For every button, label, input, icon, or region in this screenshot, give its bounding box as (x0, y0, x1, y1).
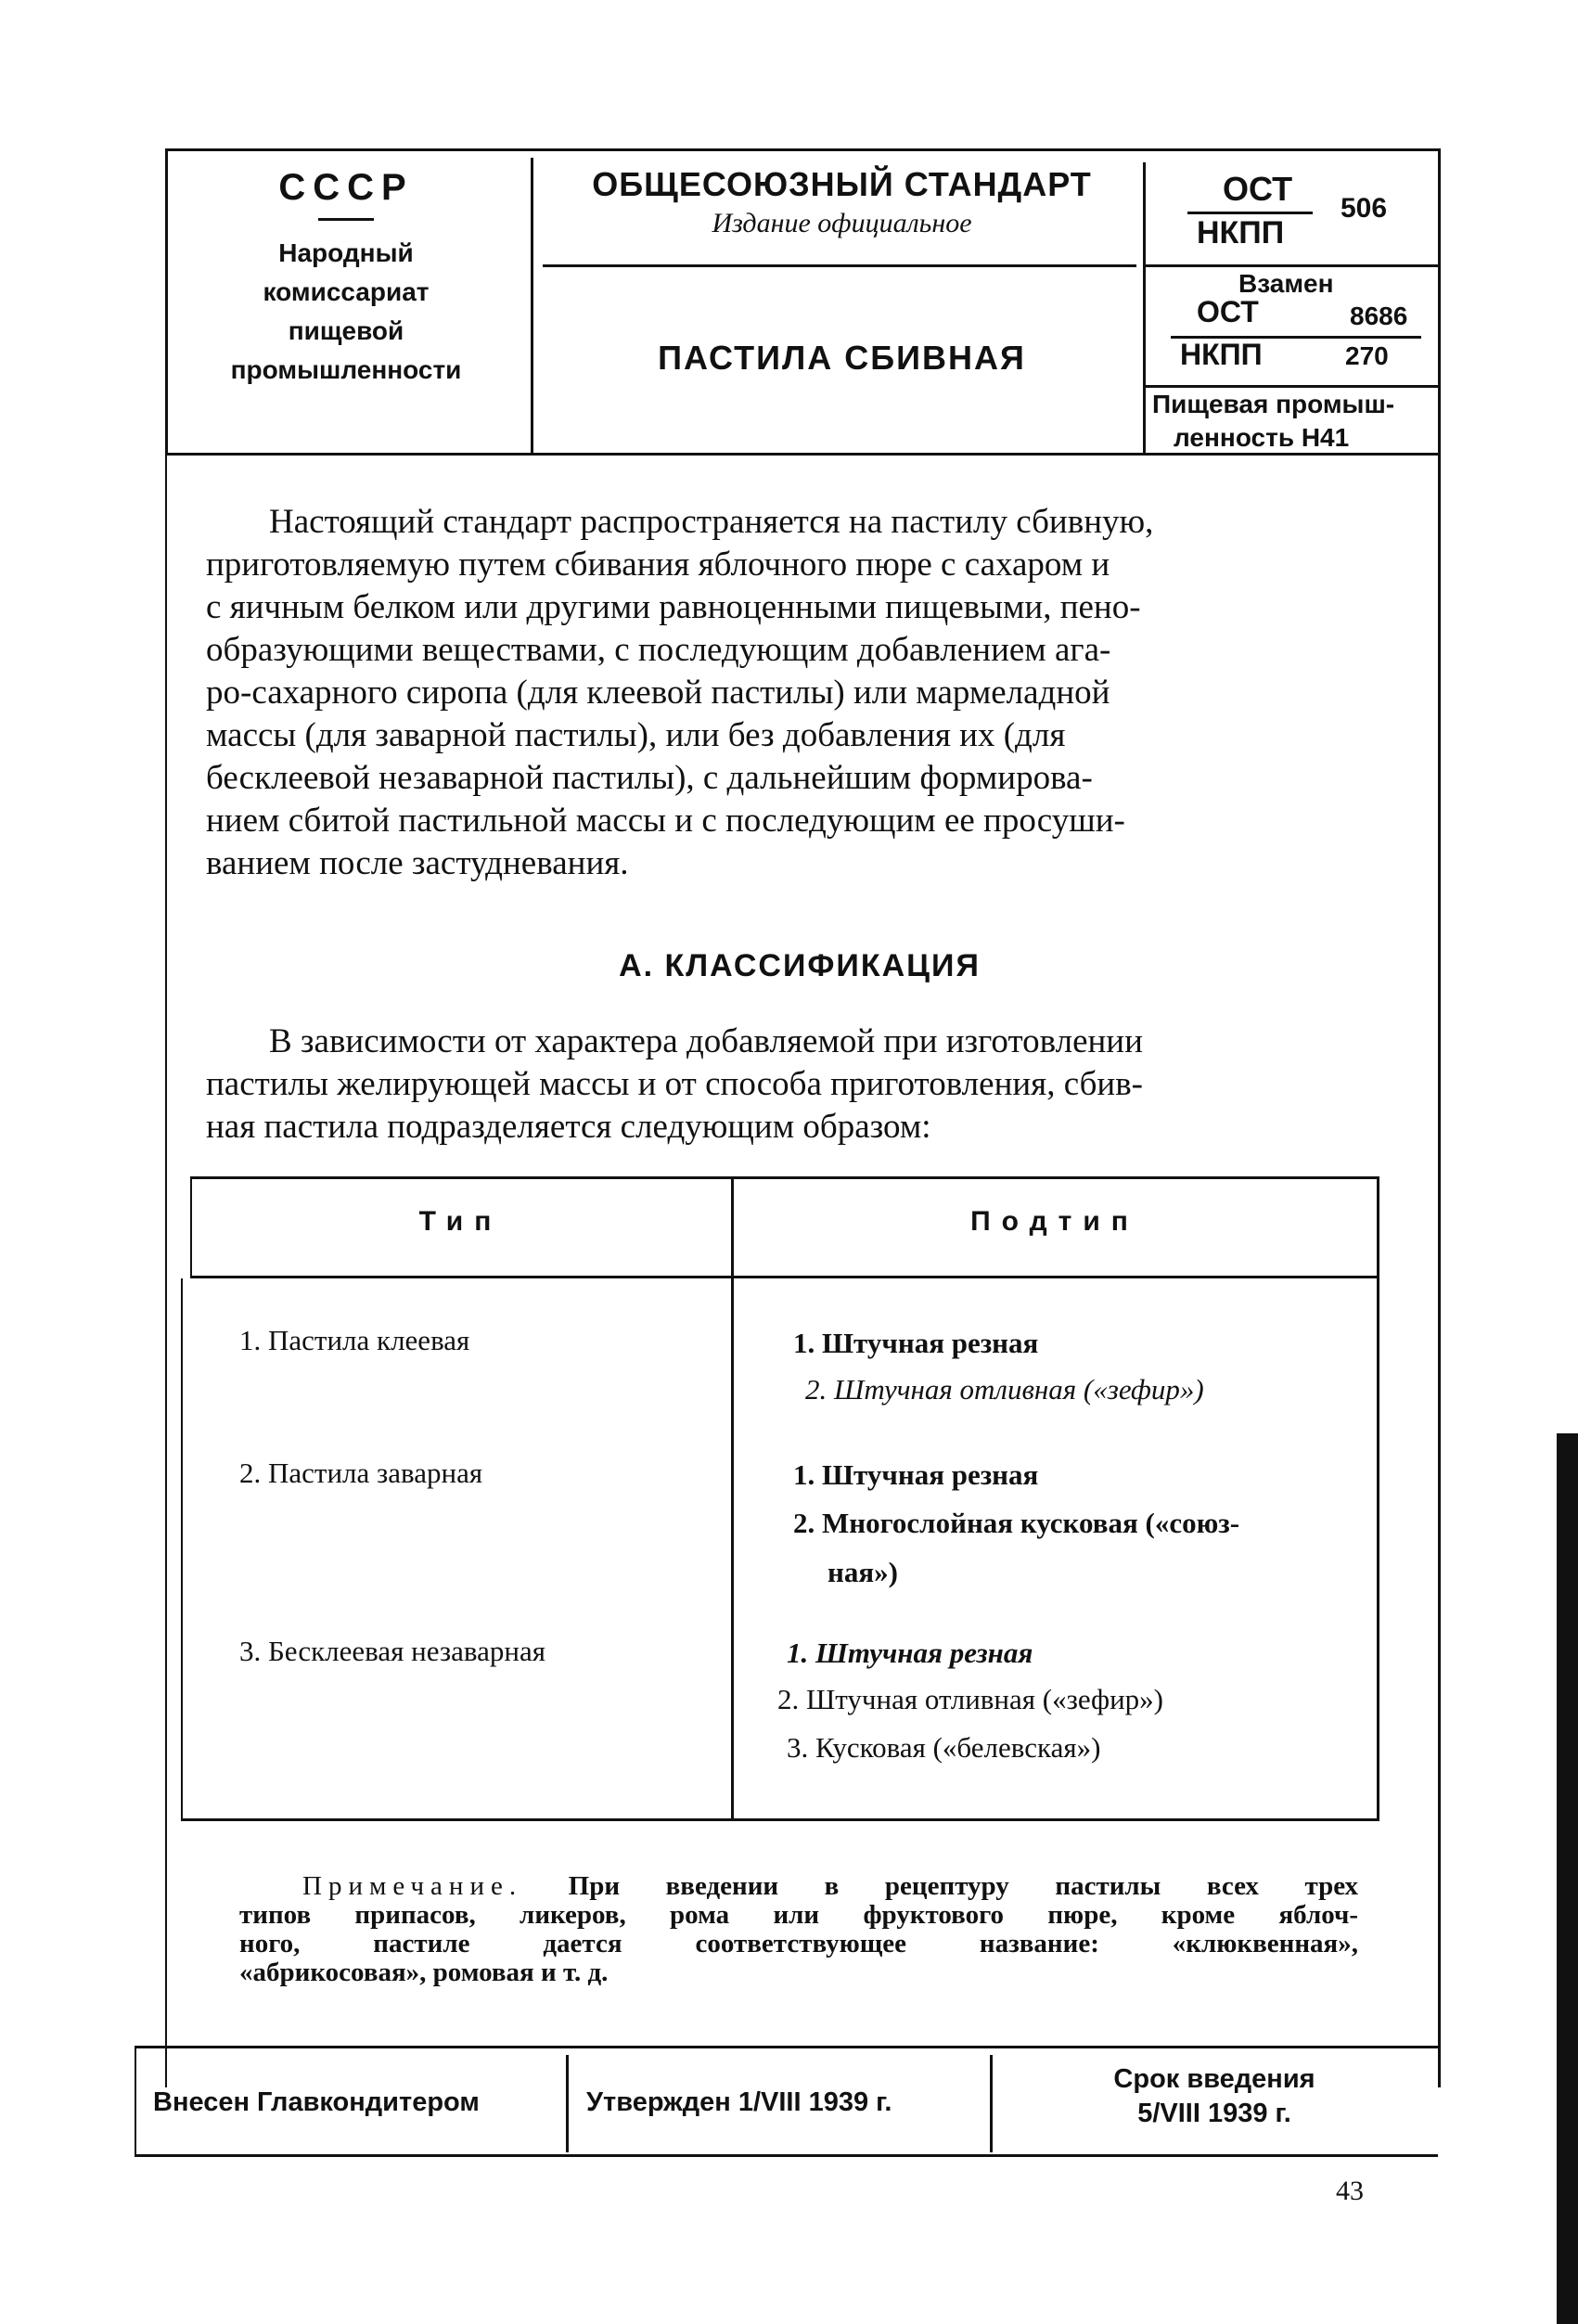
intro-line: приготовляемую путем сбивания яблочного пюре с сахаром и (206, 546, 1110, 584)
replaces-bottom: НКПП (1180, 338, 1263, 371)
table-row-subtype: ная») (827, 1556, 898, 1588)
page-number: 43 (1336, 2176, 1364, 2206)
table-top-line (190, 1176, 1379, 1179)
header-right-rule-2 (1146, 385, 1438, 388)
header-bottom-line (165, 453, 1438, 456)
code-fraction-bar (1187, 212, 1313, 214)
organization-line-2: комиссариат (263, 277, 430, 306)
replaces-label: Взамен (1238, 269, 1334, 298)
industry-line-2: ленность Н41 (1174, 423, 1350, 452)
frame-top-line (165, 148, 1438, 151)
table-row-type: 3. Бесклеевая незаварная (239, 1635, 545, 1667)
table-left-line-lower (181, 1278, 183, 1818)
note-block (239, 1872, 1358, 1987)
note-line-rest: При введении в рецептуру пастилы всех трех (568, 1871, 1359, 1901)
table-header-line (190, 1276, 1379, 1278)
edition-label: Издание официальное (712, 208, 972, 238)
header-divider-2 (1143, 162, 1146, 453)
replaces-top: ОСТ (1197, 295, 1259, 328)
intro-line: нием сбитой пастильной массы и с последующим ее просуши- (206, 802, 1125, 840)
frame-right-line (1438, 148, 1441, 2087)
intro-line: массы (для заварной пастилы), или без добавления их (для (206, 716, 1066, 754)
classification-line: В зависимости от характера добавляемой при изготовлении (269, 1022, 1143, 1060)
effective-date: 5/VIII 1939 г. (1137, 2099, 1291, 2128)
industry-line-1: Пищевая промыш- (1152, 390, 1395, 418)
table-bottom-line (181, 1818, 1379, 1821)
document-title: ПАСТИЛА СБИВНАЯ (658, 339, 1026, 377)
organization-line-3: пищевой (288, 316, 404, 345)
note-line: ного, пастиле дается соответствующее название: «клюквенная», (239, 1929, 1358, 1958)
table-header-subtype: Подтип (970, 1206, 1139, 1237)
table-row-subtype: 2. Штучная отливная («зефир») (805, 1373, 1204, 1406)
introduced-by: Внесен Главкондитером (153, 2087, 480, 2117)
replaces-bottom-number: 270 (1345, 341, 1389, 370)
table-row-subtype: 2. Штучная отливная («зефир») (777, 1683, 1163, 1715)
table-row-type: 2. Пастила заварная (239, 1457, 483, 1489)
country-label: СССР (278, 167, 414, 208)
table-row-subtype: 2. Многослойная кусковая («союз- (793, 1507, 1240, 1539)
intro-paragraph (206, 501, 1393, 885)
footer-left-line (135, 2046, 136, 2155)
issuer-block (165, 167, 527, 390)
table-col-divider (731, 1176, 734, 1818)
intro-line: ванием после застудневания. (206, 844, 629, 882)
classification-line: пастилы желирующей массы и от способа приготовления, сбив- (206, 1065, 1143, 1103)
code-top: ОСТ (1223, 170, 1293, 208)
classification-line: ная пастила подразделяется следующим образом: (206, 1108, 931, 1146)
intro-line: с яичным белком или другими равноценными пищевыми, пено- (206, 588, 1141, 626)
intro-line: образующими веществами, с последующим добавлением ага- (206, 631, 1111, 669)
code-bottom: НКПП (1197, 215, 1285, 250)
note-line (239, 1872, 1358, 1901)
footer-bottom-line (135, 2154, 1438, 2157)
table-row-subtype: 1. Штучная резная (787, 1637, 1033, 1669)
note-line: «абрикосовая», ромовая и т. д. (239, 1958, 609, 1987)
intro-line: Настоящий стандарт распространяется на пастилу сбивную, (269, 503, 1154, 541)
standard-block (543, 165, 1141, 239)
note-label: Примечание. (302, 1871, 523, 1901)
organization-line-1: Народный (278, 238, 414, 267)
country-dash (318, 218, 374, 221)
body-left-line (165, 455, 167, 2087)
table-row-type: 1. Пастила клеевая (239, 1324, 470, 1356)
intro-line: бесклеевой незаварной пастилы), с дальнейшим формирова- (206, 759, 1093, 797)
note-line: типов припасов, ликеров, рома или фруктового пюре, кроме яблоч- (239, 1900, 1358, 1930)
replaces-top-number: 8686 (1350, 302, 1408, 330)
intro-line: ро-сахарного сиропа (для клеевой пастилы) или мармеладной (206, 674, 1110, 712)
approved-date: Утвержден 1/VIII 1939 г. (586, 2087, 892, 2117)
table-header-type: Тип (418, 1206, 503, 1237)
table-row-subtype: 1. Штучная резная (793, 1327, 1039, 1359)
classification-paragraph (206, 1021, 1393, 1149)
organization-line-4: промышленности (230, 355, 462, 384)
footer-divider-1 (566, 2055, 569, 2152)
standard-type: ОБЩЕСОЮЗНЫЙ СТАНДАРТ (592, 165, 1092, 203)
code-number: 506 (1341, 193, 1388, 224)
table-right-line (1377, 1176, 1379, 1818)
section-heading: А. КЛАССИФИКАЦИЯ (619, 948, 981, 983)
header-mid-rule (543, 264, 1136, 267)
footer-top-line (135, 2046, 1438, 2048)
header-divider-1 (531, 158, 533, 453)
header-right-rule (1146, 264, 1438, 267)
scan-edge-shadow (1557, 1433, 1578, 2324)
effective-date-label: Срок введения (1113, 2064, 1315, 2094)
table-row-subtype: 1. Штучная резная (793, 1458, 1039, 1491)
table-row-subtype: 3. Кусковая («белевская») (787, 1731, 1101, 1764)
